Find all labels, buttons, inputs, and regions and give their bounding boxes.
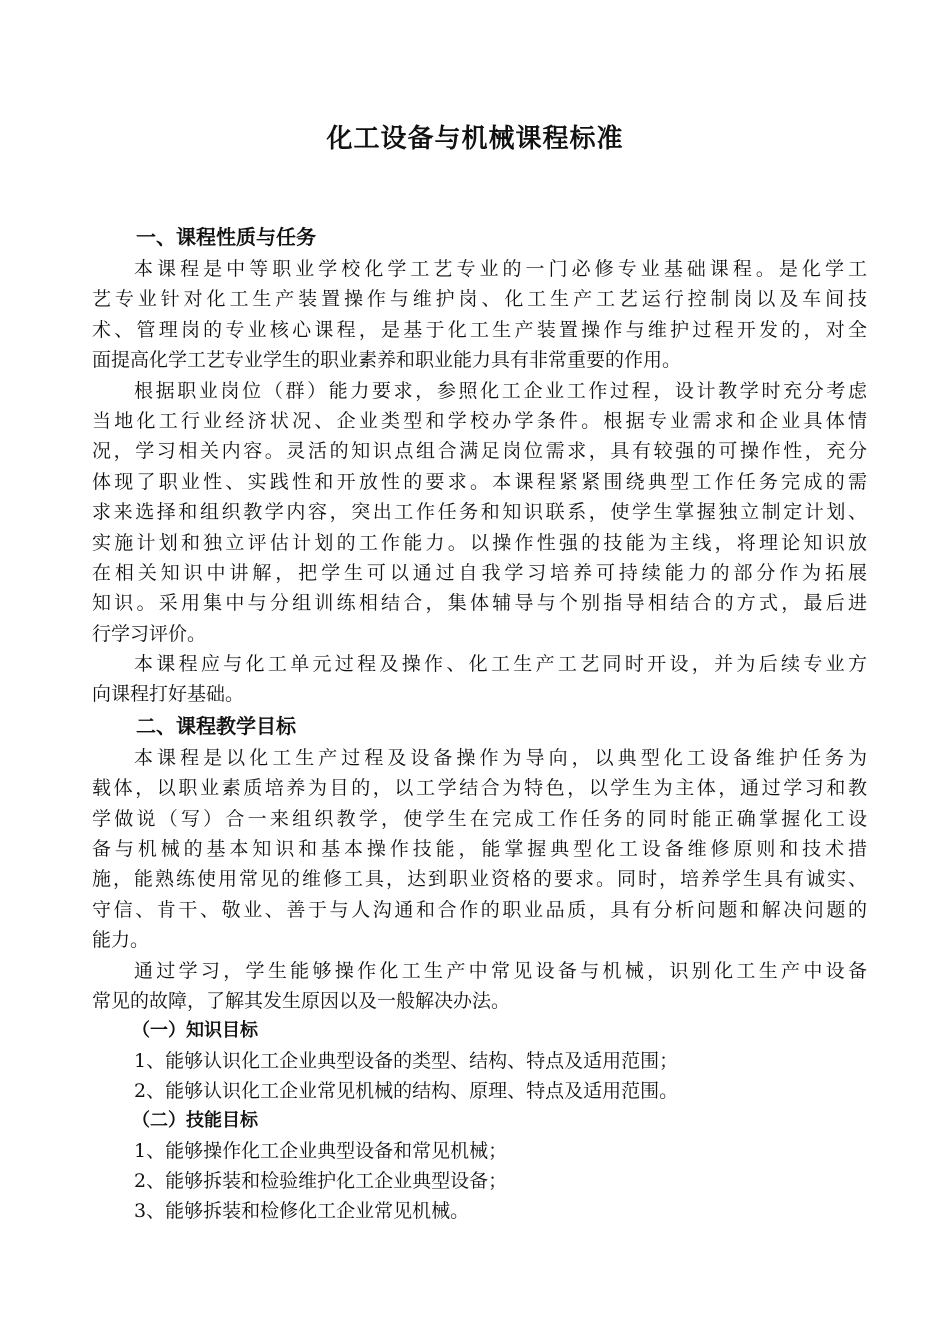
text-line: 当地化工行业经济状况、企业类型和学校办学条件。根据专业需求和企业具体情 xyxy=(92,409,867,432)
list-item: 1、能够认识化工企业典型设备的类型、结构、特点及适用范围； xyxy=(134,1050,679,1073)
text-line: 学做说（写）合一来组织教学，使学生在完成工作任务的同时能正确掌握化工设 xyxy=(92,807,867,830)
text-line: 况，学习相关内容。灵活的知识点组合满足岗位需求，具有较强的可操作性，充分 xyxy=(92,440,867,463)
text-line: 艺专业针对化工生产装置操作与维护岗、化工生产工艺运行控制岗以及车间技 xyxy=(92,288,867,311)
text-line: 载体，以职业素质培养为目的，以工学结合为特色，以学生为主体，通过学习和教 xyxy=(92,777,867,800)
text-line: 本课程是中等职业学校化学工艺专业的一门必修专业基础课程。是化学工 xyxy=(134,258,867,280)
list-item: 2、能够拆装和检验维护化工企业典型设备； xyxy=(134,1170,508,1193)
text-line: 知识。采用集中与分组训练相结合，集体辅导与个别指导相结合的方式，最后进 xyxy=(92,592,867,615)
paragraph-course-nature xyxy=(92,254,867,376)
text-line: 体现了职业性、实践性和开放性的要求。本课程紧紧围绕典型工作任务完成的需 xyxy=(92,470,867,493)
text-line: 行学习评价。 xyxy=(92,622,207,645)
subheading-knowledge-goals: （一）知识目标 xyxy=(132,1020,258,1042)
paragraph-course-sequence xyxy=(92,649,867,710)
section-heading-teaching-goals: 二、课程教学目标 xyxy=(136,713,296,738)
text-line: 常见的故障，了解其发生原因以及一般解决办法。 xyxy=(92,989,511,1012)
text-line: 能力。 xyxy=(92,929,150,952)
list-item: 2、能够认识化工企业常见机械的结构、原理、特点及适用范围。 xyxy=(134,1080,679,1103)
text-line: 通过学习，学生能够操作化工生产中常见设备与机械，识别化工生产中设备 xyxy=(134,959,867,982)
document-body xyxy=(92,221,867,1226)
text-line: 根据职业岗位（群）能力要求，参照化工企业工作过程，设计教学时充分考虑 xyxy=(134,379,867,402)
text-line: 施，能熟练使用常见的维修工具，达到职业资格的要求。同时，培养学生具有诚实、 xyxy=(92,868,867,891)
text-line: 本课程是以化工生产过程及设备操作为导向，以典型化工设备维护任务为 xyxy=(134,746,867,769)
text-line: 向课程打好基础。 xyxy=(92,683,245,706)
text-line: 面提高化学工艺专业学生的职业素养和职业能力具有非常重要的作用。 xyxy=(92,349,682,372)
paragraph-course-design xyxy=(92,376,867,650)
text-line: 备与机械的基本知识和基本操作技能，能掌握典型化工设备维修原则和技术措 xyxy=(92,838,867,861)
paragraph-learning-outcome xyxy=(92,956,867,1017)
text-line: 在相关知识中讲解，把学生可以通过自我学习培养可持续能力的部分作为拓展 xyxy=(92,561,867,584)
text-line: 术、管理岗的专业核心课程，是基于化工生产装置操作与维护过程开发的，对全 xyxy=(92,318,867,341)
paragraph-teaching-approach xyxy=(92,743,867,956)
text-line: 实施计划和独立评估计划的工作能力。以操作性强的技能为主线，将理论知识放 xyxy=(92,531,867,554)
document-title: 化工设备与机械课程标准 xyxy=(326,124,624,154)
list-item: 1、能够操作化工企业典型设备和常见机械； xyxy=(134,1140,508,1163)
subheading-skill-goals: （二）技能目标 xyxy=(132,1110,258,1132)
text-line: 本课程应与化工单元过程及操作、化工生产工艺同时开设，并为后续专业方 xyxy=(134,653,867,676)
text-line: 求来选择和组织教学内容，突出工作任务和知识联系，使学生掌握独立制定计划、 xyxy=(92,501,867,524)
text-line: 守信、肯干、敬业、善于与人沟通和合作的职业品质，具有分析问题和解决问题的 xyxy=(92,898,867,921)
section-heading-nature-and-tasks: 一、课程性质与任务 xyxy=(136,225,316,249)
list-item: 3、能够拆装和检修化工企业常见机械。 xyxy=(134,1200,470,1223)
